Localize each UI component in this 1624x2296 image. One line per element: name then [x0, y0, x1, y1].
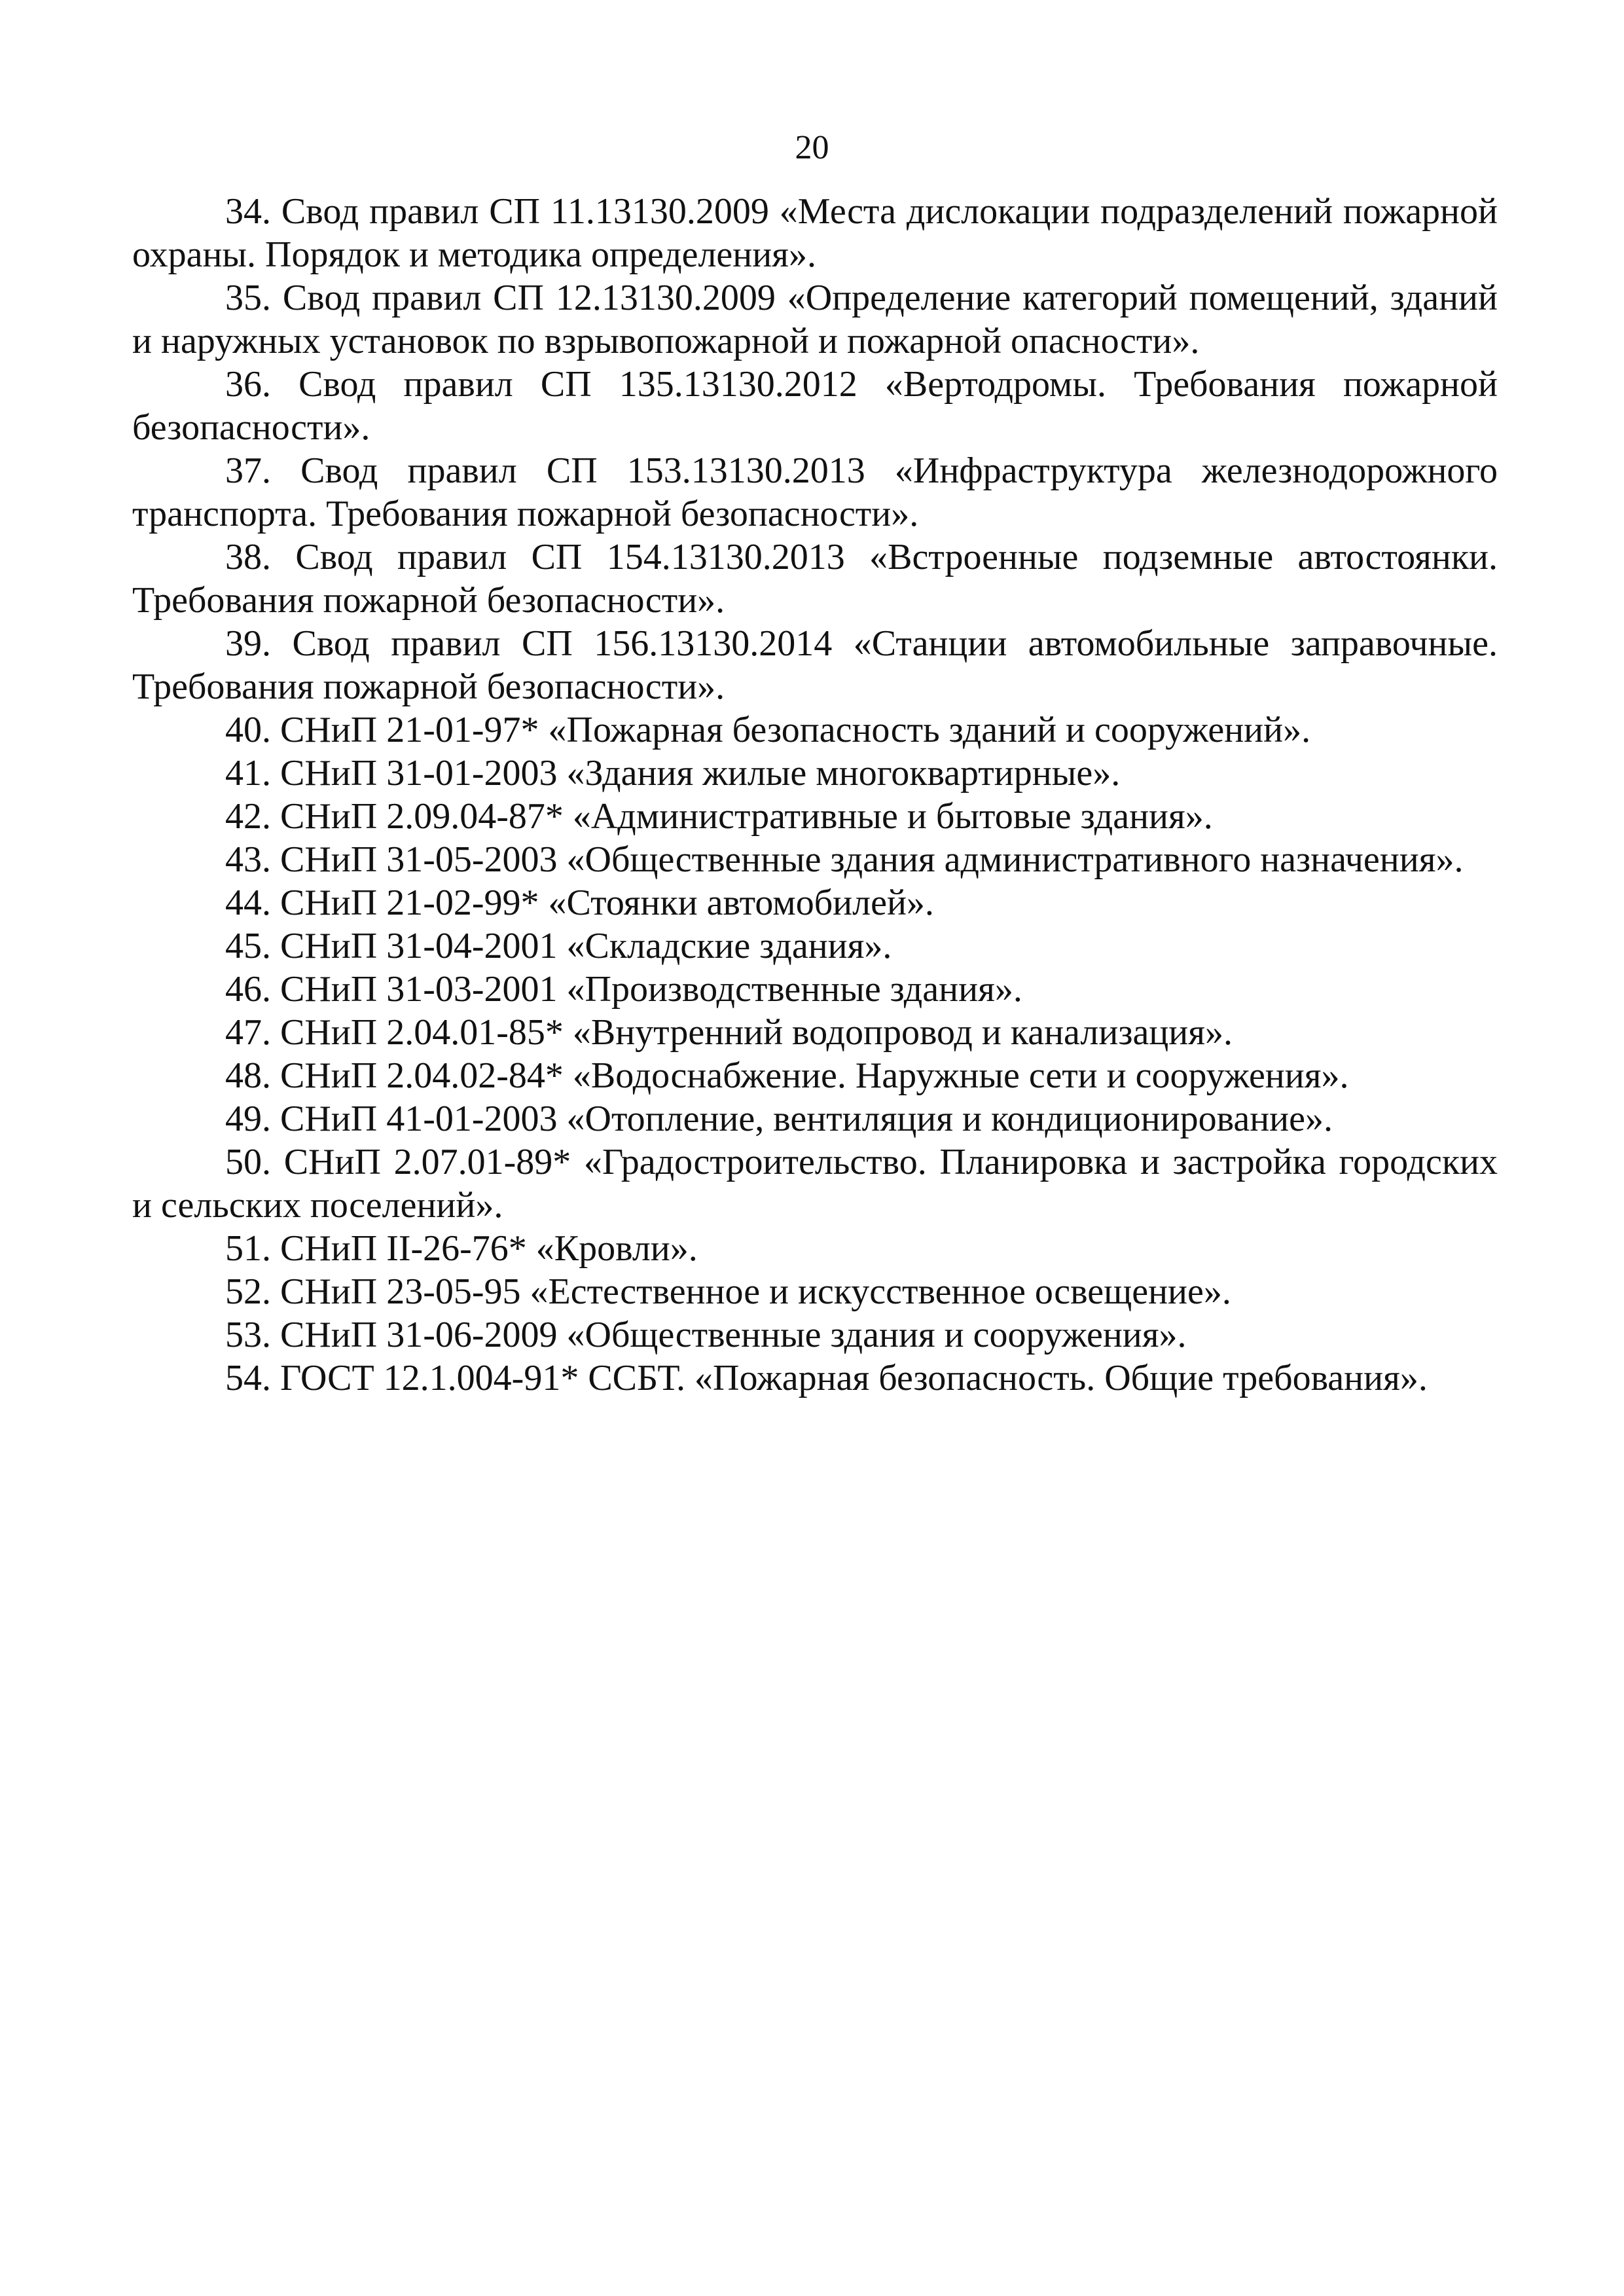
- list-item: 54. ГОСТ 12.1.004-91* ССБТ. «Пожарная безопасность. Общие требования».: [225, 1358, 1428, 1398]
- list-item: 52. СНиП 23-05-95 «Естественное и искусственное освещение».: [225, 1271, 1231, 1312]
- list-item: 49. СНиП 41-01-2003 «Отопление, вентиляция и кондиционирование».: [225, 1099, 1333, 1139]
- list-item: 36. Свод правил СП 135.13130.2012 «Вертодромы. Требования пожарной безопасности».: [132, 364, 1498, 448]
- list-item: 53. СНиП 31-06-2009 «Общественные здания и сооружения».: [225, 1315, 1187, 1355]
- list-item: 44. СНиП 21-02-99* «Стоянки автомобилей».: [225, 883, 934, 923]
- list-item: 47. СНиП 2.04.01-85* «Внутренний водопровод и канализация».: [225, 1012, 1233, 1053]
- reference-list: [132, 190, 1498, 1400]
- list-item: 38. Свод правил СП 154.13130.2013 «Встроенные подземные автостоянки. Требования пожарной безопасности».: [132, 537, 1498, 621]
- list-item: 34. Свод правил СП 11.13130.2009 «Места дислокации подразделений пожарной охраны. Порядок и методика определения».: [132, 191, 1498, 275]
- list-item: 50. СНиП 2.07.01-89* «Градостроительство. Планировка и застройка городских и сельских поселений».: [132, 1142, 1498, 1226]
- list-item: 51. СНиП II-26-76* «Кровли».: [225, 1228, 698, 1269]
- list-item: 40. СНиП 21-01-97* «Пожарная безопасность зданий и сооружений».: [225, 710, 1311, 750]
- list-item: 48. СНиП 2.04.02-84* «Водоснабжение. Наружные сети и сооружения».: [225, 1055, 1349, 1096]
- list-item: 45. СНиП 31-04-2001 «Складские здания».: [225, 926, 892, 966]
- list-item: 42. СНиП 2.09.04-87* «Административные и бытовые здания».: [225, 796, 1213, 837]
- list-item: 35. Свод правил СП 12.13130.2009 «Определение категорий помещений, зданий и наружных установок по взрывопожарной и пожарной опасности».: [132, 278, 1498, 361]
- list-item: 46. СНиП 31-03-2001 «Производственные здания».: [225, 969, 1022, 1010]
- list-item: 37. Свод правил СП 153.13130.2013 «Инфраструктура железнодорожного транспорта. Требования пожарной безопасности».: [132, 450, 1498, 534]
- list-item: 43. СНиП 31-05-2003 «Общественные здания административного назначения».: [225, 839, 1464, 880]
- list-item: 39. Свод правил СП 156.13130.2014 «Станции автомобильные заправочные. Требования пожарной безопасности».: [132, 623, 1498, 707]
- page-number: 20: [795, 129, 829, 166]
- list-item: 41. СНиП 31-01-2003 «Здания жилые многоквартирные».: [225, 753, 1121, 793]
